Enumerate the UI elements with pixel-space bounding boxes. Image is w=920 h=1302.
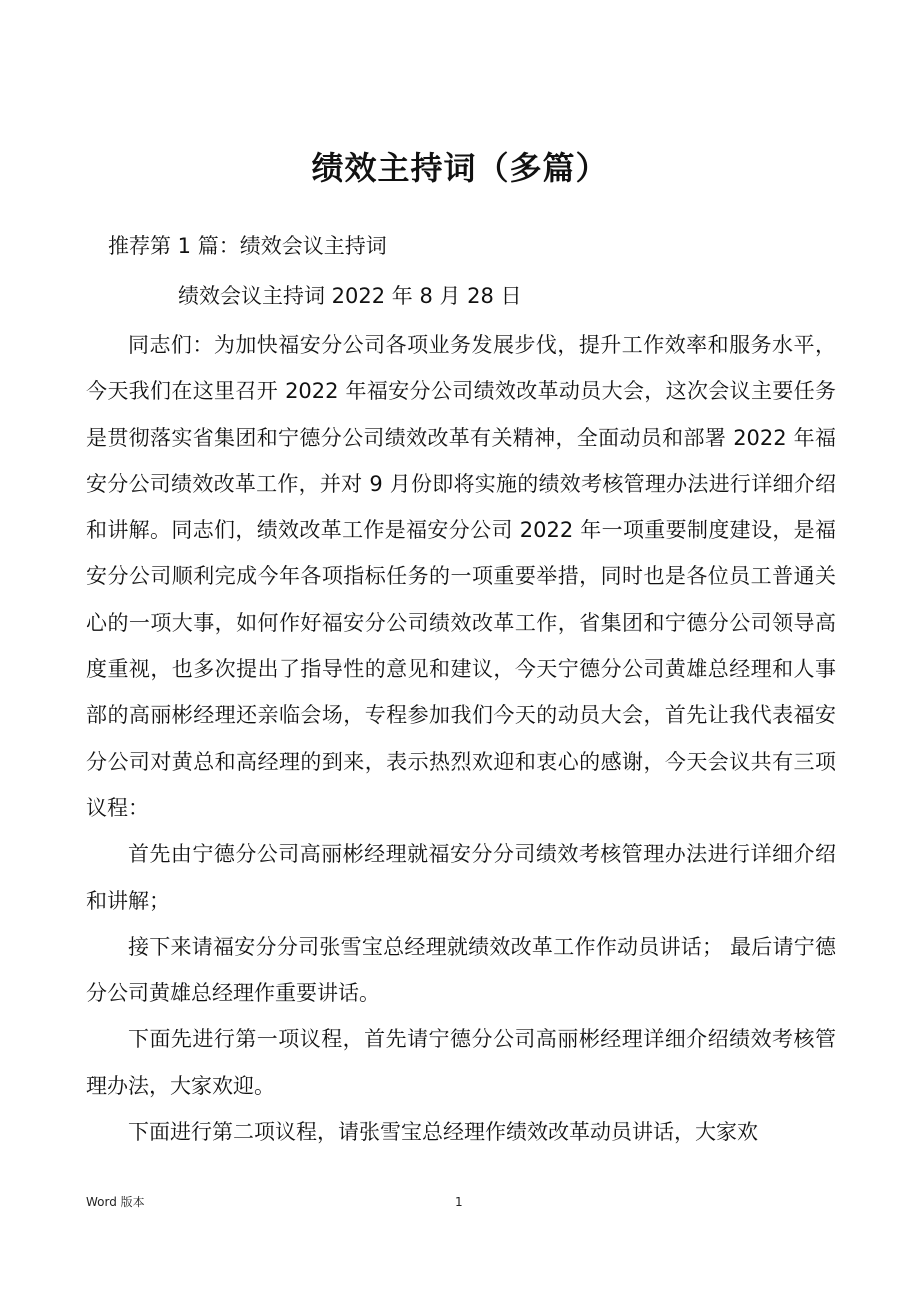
paragraph: 接下来请福安分分司张雪宝总经理就绩效改革工作作动员讲话； 最后请宁德分公司黄雄总经理作重要讲话。 (86, 934, 836, 1006)
paragraph: 下面进行第二项议程，请张雪宝总经理作绩效改革动员讲话，大家欢 (128, 1120, 758, 1145)
document-subtitle: 推荐第 1 篇：绩效会议主持词 (108, 234, 387, 258)
paragraph: 同志们：为加快福安分公司各项业务发展步伐，提升工作效率和服务水平，今天我们在这里召开 2022 年福安分公司绩效改革动员大会，这次会议主要任务是贯彻落实省集团和宁德分公司绩效改革有关精神，全面动员和部署 2022 年福安分公司绩效改革工作，并对 9 月份即将实施的绩效考核管理办法进行详细介绍和讲解。同志们，绩效改革工作是福安分公司 2022 年一项重要制度建设，是福安分公司顺利完成今年各项指标任务的一项重要举措，同时也是各位员工普通关心的一项大事，如何作好福安分公司绩效改革工作，省集团和宁德分公司领导高度重视，也多次提出了指导性的意见和建议，今天宁德分公司黄雄总经理和人事部的高丽彬经理还亲临会场，专程参加我们今天的动员大会，首先让我代表福安分公司对黄总和高经理的到来，表示热烈欢迎和衷心的感谢，今天会议共有三项议程： (86, 333, 836, 820)
footer-page-number: 1 (455, 1195, 463, 1209)
paragraph: 下面先进行第一项议程，首先请宁德分公司高丽彬经理详细介绍绩效考核管理办法，大家欢迎。 (86, 1027, 836, 1098)
document-body (86, 322, 836, 1155)
document-title: 绩效主持词（多篇） (311, 149, 609, 187)
document-dateline: 绩效会议主持词 2022 年 8 月 28 日 (178, 284, 522, 308)
paragraph: 首先由宁德分公司高丽彬经理就福安分分司绩效考核管理办法进行详细介绍和讲解； (86, 842, 836, 913)
footer-label: Word 版本 (86, 1195, 145, 1209)
